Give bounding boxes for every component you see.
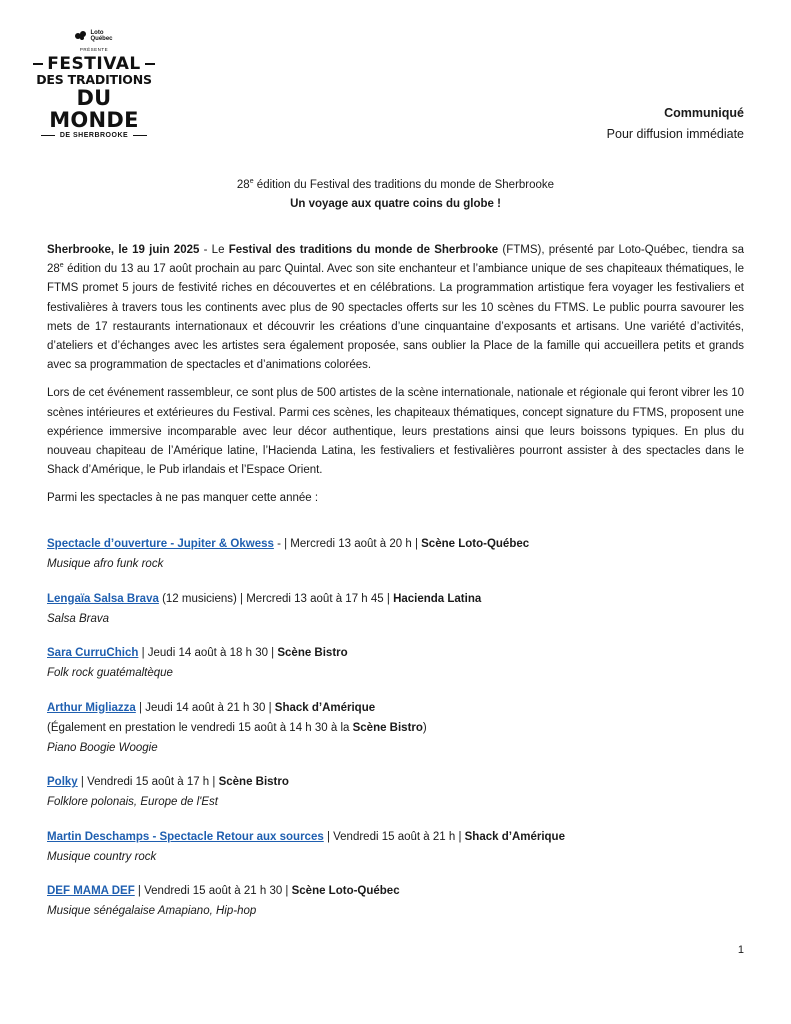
document-title — [0, 172, 791, 214]
paragraph-artists: Lors de cet événement rassembleur, ce sont plus de 500 artistes de la scène internationale, nationale et régionale qui feront vibrer les 10 scènes intérieures et extérieures du Festival. Parmi ces scènes, les chapiteaux thématiques, concept signature du FTMS, proposent une expérience immersive incomparable avec leur décor authentique, leurs prestations ainsi que leurs boissons typiques. En plus du nouveau chapiteau de l’Amérique latine, l’Hacienda Latina, les festivaliers et festivalières pourront assister à des spectacles dans le Shack d’Amérique, le Pub irlandais et l’Espace Orient. — [47, 387, 744, 477]
festival-logo — [33, 30, 155, 139]
show-link[interactable]: Polky — [47, 776, 78, 788]
logo-dash — [133, 135, 147, 136]
release-kind: Communiqué — [664, 106, 744, 120]
show-venue: Shack d’Amérique — [274, 701, 376, 714]
sponsor-line1: Loto — [90, 30, 104, 36]
logo-sherbrooke: DE SHERBROOKE — [59, 132, 129, 139]
text-fragment: - Le — [199, 244, 229, 256]
show-venue: Scène Bistro — [218, 776, 289, 788]
edition-text: édition du Festival des traditions du monde de Sherbrooke — [253, 178, 555, 191]
document-subtitle: Un voyage aux quatre coins du globe ! — [290, 197, 501, 210]
show-link[interactable]: Lengaïa Salsa Brava — [47, 592, 159, 605]
logo-dash — [145, 63, 155, 65]
edition-number: 28 — [236, 178, 250, 191]
show-genre: Piano Boogie Woogie — [47, 741, 158, 754]
logo-dash — [33, 63, 43, 65]
show-venue: Scène Bistro — [277, 647, 348, 659]
show-genre: Folk rock guatémaltèque — [47, 667, 173, 679]
logo-monde: DU MONDE — [49, 86, 139, 132]
show-info: | Jeudi 14 août à 18 h 30 | — [138, 647, 278, 659]
show-genre: Musique afro funk rock — [47, 558, 164, 570]
show-genre: Musique sénégalaise Amapiano, Hip-hop — [47, 905, 257, 917]
body-text — [47, 241, 744, 509]
logo-traditions: DES TRADITIONS — [36, 72, 152, 87]
show-note-text: (Également en prestation le vendredi 15 août à 14 h 30 à la — [47, 721, 353, 734]
show-link[interactable]: Sara CurruChich — [47, 647, 139, 659]
show-venue: Scène Loto-Québec — [291, 885, 400, 897]
show-note-end: ) — [422, 721, 427, 734]
show-note — [47, 718, 744, 738]
show-item — [47, 534, 744, 574]
release-diffusion: Pour diffusion immédiate — [606, 127, 744, 141]
show-info: | Vendredi 15 août à 21 h | — [323, 830, 465, 843]
paragraph-intro — [47, 241, 744, 375]
release-header — [607, 103, 744, 145]
edition-sup: e — [249, 178, 254, 185]
show-genre: Musique country rock — [47, 850, 157, 863]
loto-quebec-icon — [75, 31, 87, 41]
show-link[interactable]: Spectacle d’ouverture - Jupiter & Okwess — [47, 538, 274, 550]
show-info: | Vendredi 15 août à 21 h 30 | — [134, 885, 292, 897]
page-number: 1 — [737, 944, 744, 956]
show-venue: Scène Loto-Québec — [421, 538, 530, 550]
show-item — [47, 772, 744, 812]
show-link[interactable]: Martin Deschamps - Spectacle Retour aux sources — [47, 830, 324, 843]
show-item — [47, 698, 744, 758]
show-item — [47, 881, 744, 921]
logo-dash — [41, 135, 55, 136]
show-info: | Vendredi 15 août à 17 h | — [77, 776, 219, 788]
sponsor-line2: Québec — [90, 36, 113, 42]
show-item — [47, 643, 744, 683]
paragraph-shows-intro: Parmi les spectacles à ne pas manquer cette année : — [47, 492, 319, 505]
logo-festival: FESTIVAL — [47, 54, 141, 74]
edition-number: 28 — [47, 263, 60, 276]
show-item — [47, 589, 744, 629]
dateline: Sherbrooke, le 19 juin 2025 — [47, 244, 200, 256]
show-link[interactable]: DEF MAMA DEF — [47, 885, 135, 897]
show-note-venue: Scène Bistro — [352, 721, 423, 734]
loto-quebec-logo — [33, 30, 155, 42]
show-item — [47, 827, 744, 867]
edition-line — [0, 172, 791, 195]
show-info: (12 musiciens) | Mercredi 13 août à 17 h 45 | — [158, 592, 394, 605]
text-fragment: édition du 13 au 17 août prochain au parc Quintal. Avec son site enchanteur et l’ambiance unique de ses chapiteaux thématiques, le FTMS promet 5 jours de festivité riches en découvertes et en célébrations. La programmation artistique fera voyager les festivaliers et festivalières à travers tous les continents avec plus de 90 spectacles offerts sur les 10 scènes du FTMS. Le public pourra savourer les mets de 17 restaurants internationaux et découvrir les créations d’une cinquantaine d’exposants et artisans. Une variété d’activités, d’ateliers et d’échanges avec les artistes sera également proposée, sans oublier la Place de la famille qui accueillera petits et grands avec sa programmation de spectacles et d’animations colorées. — [47, 263, 744, 372]
show-link[interactable]: Arthur Migliazza — [47, 701, 136, 714]
show-info: - | Mercredi 13 août à 20 h | — [273, 538, 422, 550]
show-genre: Salsa Brava — [47, 612, 110, 625]
presente-label: PRÉSENTE — [79, 47, 109, 52]
festival-name: Festival des traditions du monde de Sherbrooke — [228, 244, 499, 256]
show-list — [47, 534, 744, 936]
show-venue: Shack d’Amérique — [464, 830, 565, 843]
show-info: | Jeudi 14 août à 21 h 30 | — [135, 701, 275, 714]
show-genre: Folklore polonais, Europe de l'Est — [47, 796, 218, 808]
edition-sup: e — [59, 262, 64, 270]
text-fragment: (FTMS), présenté par Loto-Québec, tiendra sa — [498, 244, 744, 256]
show-venue: Hacienda Latina — [393, 592, 482, 605]
